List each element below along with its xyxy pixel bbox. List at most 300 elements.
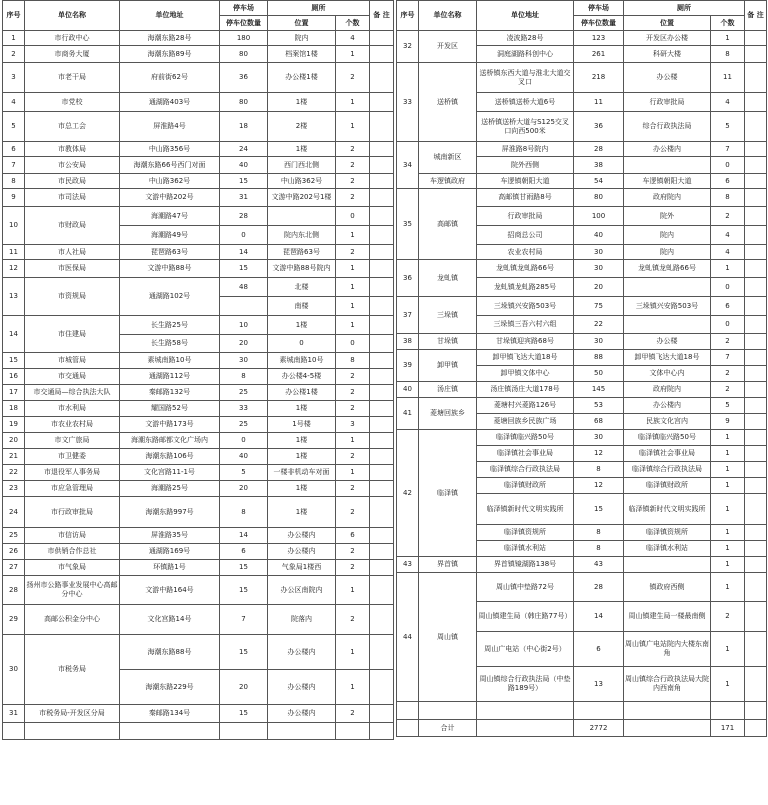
table-row [397, 174, 767, 189]
address-cell: 周山镇综合行政执法局（中垫路189号） [477, 667, 574, 702]
spaces-cell: 15 [220, 635, 268, 670]
spaces-cell: 38 [574, 157, 624, 174]
unit-cell: 市退役军人事务局 [25, 465, 120, 481]
count-cell: 5 [711, 398, 745, 414]
table-row [3, 189, 394, 207]
spaces-cell: 30 [574, 430, 624, 446]
address-cell: 通湖路169号 [120, 544, 220, 560]
address-cell: 环镇路1号 [120, 560, 220, 576]
spaces-cell: 25 [220, 385, 268, 401]
location-cell: 政府院内 [624, 382, 711, 398]
address-cell: 屏淮路4号 [120, 112, 220, 142]
remark-cell [370, 528, 394, 544]
count-cell: 1 [711, 430, 745, 446]
seq-cell: 23 [3, 481, 25, 497]
remark-cell [370, 260, 394, 278]
table-row [397, 260, 767, 278]
unit-cell: 市行政中心 [25, 31, 120, 46]
count-cell: 2 [336, 560, 370, 576]
address-cell [477, 720, 574, 737]
unit-cell [25, 723, 120, 740]
spaces-cell: 28 [574, 142, 624, 157]
count-cell: 0 [336, 207, 370, 226]
unit-cell: 市税务局-开发区分局 [25, 705, 120, 723]
unit-cell: 市行政审批局 [25, 497, 120, 528]
spaces-cell: 15 [220, 560, 268, 576]
count-cell: 2 [336, 401, 370, 417]
remark-cell [370, 481, 394, 497]
seq-cell: 16 [3, 369, 25, 385]
remark-cell [370, 157, 394, 174]
remark-cell [745, 462, 767, 478]
remark-cell [370, 635, 394, 670]
address-cell: 送桥镇送桥大道6号 [477, 93, 574, 112]
location-cell: 办公楼内 [268, 528, 336, 544]
unit-cell: 市财政局 [25, 207, 120, 245]
spaces-cell: 50 [574, 366, 624, 382]
remark-cell [370, 465, 394, 481]
table-row [397, 398, 767, 414]
location-cell: 临泽镇财政所 [624, 478, 711, 494]
header-remark: 备 注 [745, 1, 767, 31]
location-cell: 临泽镇社会事业局 [624, 446, 711, 462]
location-cell: 周山镇建生局一楼最南侧 [624, 602, 711, 632]
location-cell: 素城南路10号 [268, 353, 336, 369]
header-parking: 停车场 [574, 1, 624, 16]
spaces-cell: 30 [574, 245, 624, 260]
count-cell [711, 702, 745, 720]
count-cell: 2 [336, 157, 370, 174]
remark-cell [745, 366, 767, 382]
spaces-cell: 11 [574, 93, 624, 112]
table-row [3, 142, 394, 157]
seq-cell: 32 [397, 31, 419, 63]
table-row [3, 369, 394, 385]
spaces-cell: 100 [574, 207, 624, 226]
address-cell: 文化宫路14号 [120, 605, 220, 635]
remark-cell [370, 226, 394, 245]
location-cell [268, 723, 336, 740]
count-cell: 1 [711, 31, 745, 46]
count-cell: 8 [711, 189, 745, 207]
count-cell: 2 [336, 497, 370, 528]
spaces-cell: 43 [574, 557, 624, 573]
address-cell: 行政审批局 [477, 207, 574, 226]
table-row [397, 31, 767, 46]
count-cell: 8 [336, 353, 370, 369]
seq-cell: 28 [3, 576, 25, 605]
table-row [3, 112, 394, 142]
location-cell: 办公楼内 [268, 705, 336, 723]
count-cell: 1 [336, 576, 370, 605]
unit-cell: 市信访局 [25, 528, 120, 544]
remark-cell [745, 398, 767, 414]
unit-cell: 市税务局 [25, 635, 120, 705]
count-cell: 2 [336, 174, 370, 189]
table-row [3, 417, 394, 433]
spaces-cell: 14 [574, 602, 624, 632]
address-cell: 长生路25号 [120, 316, 220, 335]
location-cell: 办公楼内 [624, 398, 711, 414]
count-cell: 3 [336, 417, 370, 433]
address-cell: 临泽镇综合行政执法局 [477, 462, 574, 478]
remark-cell [370, 207, 394, 226]
seq-cell: 22 [3, 465, 25, 481]
table-row [397, 557, 767, 573]
unit-cell: 开发区 [419, 31, 477, 63]
seq-cell: 3 [3, 63, 25, 93]
count-cell: 4 [711, 226, 745, 245]
location-cell [624, 316, 711, 334]
seq-cell: 27 [3, 560, 25, 576]
address-cell: 海潮东路28号 [120, 31, 220, 46]
spaces-cell: 22 [574, 316, 624, 334]
location-cell: 气象局1楼西 [268, 560, 336, 576]
location-cell: 办公楼 [624, 63, 711, 93]
spaces-cell: 15 [220, 174, 268, 189]
count-cell: 1 [336, 112, 370, 142]
count-cell: 1 [711, 541, 745, 557]
address-cell: 通湖路102号 [120, 278, 220, 316]
address-cell: 洞庭湖路科创中心 [477, 46, 574, 63]
remark-cell [370, 605, 394, 635]
count-cell: 2 [711, 602, 745, 632]
address-cell: 屏淮路8号院内 [477, 142, 574, 157]
table-row [3, 544, 394, 560]
count-cell: 1 [336, 297, 370, 316]
spaces-cell: 36 [220, 63, 268, 93]
location-cell [624, 702, 711, 720]
address-cell: 秦邮路132号 [120, 385, 220, 401]
location-cell: 镇政府西侧 [624, 573, 711, 602]
spaces-cell [220, 297, 268, 316]
spaces-cell: 28 [220, 207, 268, 226]
remark-cell [370, 63, 394, 93]
unit-cell: 市应急管理局 [25, 481, 120, 497]
spaces-cell: 6 [574, 632, 624, 667]
location-cell: 三垛镇兴安路503号 [624, 297, 711, 316]
location-cell: 周山镇综合行政执法局大院内西南角 [624, 667, 711, 702]
location-cell: 卸甲镇飞达大道18号 [624, 350, 711, 366]
remark-cell [745, 334, 767, 350]
count-cell: 2 [336, 369, 370, 385]
address-cell: 卸甲镇飞达大道18号 [477, 350, 574, 366]
count-cell: 6 [711, 174, 745, 189]
seq-cell: 38 [397, 334, 419, 350]
table-row [3, 481, 394, 497]
seq-cell: 41 [397, 398, 419, 430]
table-row [397, 702, 767, 720]
remark-cell [745, 573, 767, 602]
spaces-cell: 180 [220, 31, 268, 46]
count-cell: 6 [711, 297, 745, 316]
address-cell: 界首镇镜湖路138号 [477, 557, 574, 573]
remark-cell [370, 385, 394, 401]
remark-cell [745, 63, 767, 93]
location-cell: 办公楼1楼 [268, 385, 336, 401]
location-cell [624, 278, 711, 297]
count-cell: 9 [711, 414, 745, 430]
address-cell: 海潮东路997号 [120, 497, 220, 528]
unit-cell: 市司法局 [25, 189, 120, 207]
remark-cell [370, 417, 394, 433]
spaces-cell: 75 [574, 297, 624, 316]
address-cell: 院外西侧 [477, 157, 574, 174]
count-cell: 7 [711, 350, 745, 366]
location-cell: 院落内 [268, 605, 336, 635]
total-count: 171 [711, 720, 745, 737]
count-cell: 1 [336, 226, 370, 245]
table-row [3, 63, 394, 93]
address-cell: 周山镇建生局（韩庄路77号） [477, 602, 574, 632]
spaces-cell: 30 [220, 353, 268, 369]
spaces-cell: 20 [220, 670, 268, 705]
spaces-cell: 12 [574, 446, 624, 462]
seq-cell [397, 720, 419, 737]
spaces-cell: 15 [220, 576, 268, 605]
address-cell: 临泽镇财政所 [477, 478, 574, 494]
count-cell: 0 [711, 278, 745, 297]
seq-cell: 42 [397, 430, 419, 557]
remark-cell [745, 189, 767, 207]
header-parking: 停车场 [220, 1, 268, 16]
location-cell: 院内 [624, 226, 711, 245]
location-cell [624, 720, 711, 737]
remark-cell [370, 174, 394, 189]
seq-cell: 25 [3, 528, 25, 544]
spaces-cell: 8 [574, 541, 624, 557]
location-cell: 1号楼 [268, 417, 336, 433]
seq-cell: 13 [3, 278, 25, 316]
spaces-cell: 40 [220, 157, 268, 174]
remark-cell [370, 401, 394, 417]
spaces-cell [574, 702, 624, 720]
seq-cell: 15 [3, 353, 25, 369]
count-cell: 0 [711, 157, 745, 174]
count-cell: 1 [711, 632, 745, 667]
parking-toilet-table-left [2, 0, 394, 740]
unit-cell: 市交通局 [25, 369, 120, 385]
remark-cell [370, 316, 394, 335]
address-cell: 中山路362号 [120, 174, 220, 189]
unit-cell: 市总工会 [25, 112, 120, 142]
remark-cell [370, 353, 394, 369]
remark-cell [370, 142, 394, 157]
location-cell [268, 207, 336, 226]
address-cell: 临泽镇新时代文明实践所 [477, 494, 574, 525]
seq-cell: 37 [397, 297, 419, 334]
remark-cell [370, 278, 394, 297]
location-cell: 政府院内 [624, 189, 711, 207]
address-cell: 周山广电站（中心街2号） [477, 632, 574, 667]
address-cell: 龙虬镇龙虬路285号 [477, 278, 574, 297]
location-cell: 临泽镇新时代文明实践所 [624, 494, 711, 525]
location-cell: 行政审批局 [624, 93, 711, 112]
table-row [3, 260, 394, 278]
address-cell: 文化宫路11-1号 [120, 465, 220, 481]
location-cell: 北楼 [268, 278, 336, 297]
remark-cell [745, 525, 767, 541]
table-row [3, 705, 394, 723]
unit-cell: 市教体局 [25, 142, 120, 157]
header-remark: 备 注 [370, 1, 394, 31]
unit-cell: 周山镇 [419, 573, 477, 702]
header-unit: 单位名称 [25, 1, 120, 31]
header-location: 位置 [268, 16, 336, 31]
count-cell: 6 [336, 528, 370, 544]
address-cell: 菱塘回族乡民族广场 [477, 414, 574, 430]
seq-cell: 20 [3, 433, 25, 449]
address-cell [120, 723, 220, 740]
location-cell: 1楼 [268, 433, 336, 449]
location-cell: 临泽镇资规所 [624, 525, 711, 541]
count-cell: 2 [336, 605, 370, 635]
remark-cell [745, 667, 767, 702]
unit-cell: 扬州市公路事业发展中心高邮分中心 [25, 576, 120, 605]
address-cell: 甘垛镇迎宾路68号 [477, 334, 574, 350]
location-cell: 西门西北侧 [268, 157, 336, 174]
seq-cell: 29 [3, 605, 25, 635]
address-cell: 卸甲镇文体中心 [477, 366, 574, 382]
address-cell: 农业农村局 [477, 245, 574, 260]
address-cell: 耀国路52号 [120, 401, 220, 417]
remark-cell [745, 297, 767, 316]
remark-cell [745, 632, 767, 667]
unit-cell: 市商务大厦 [25, 46, 120, 63]
address-cell: 送桥镇送桥大道与S125交叉口向西500米 [477, 112, 574, 142]
table-row [397, 382, 767, 398]
count-cell: 2 [336, 481, 370, 497]
seq-cell: 33 [397, 63, 419, 142]
table-row [397, 573, 767, 602]
count-cell: 1 [336, 260, 370, 278]
location-cell: 周山镇广电站院内大楼东南角 [624, 632, 711, 667]
address-cell: 秦邮路134号 [120, 705, 220, 723]
unit-cell: 三垛镇 [419, 297, 477, 334]
unit-cell: 高邮公积金分中心 [25, 605, 120, 635]
table-row [3, 576, 394, 605]
location-cell: 1楼 [268, 449, 336, 465]
address-cell: 海潮东路106号 [120, 449, 220, 465]
seq-cell: 4 [3, 93, 25, 112]
spaces-cell: 20 [220, 335, 268, 353]
location-cell: 临泽镇综合行政执法局 [624, 462, 711, 478]
header-seq: 序号 [3, 1, 25, 31]
table-row [397, 189, 767, 207]
address-cell: 周山镇中垫路72号 [477, 573, 574, 602]
table-row [3, 449, 394, 465]
table-row [3, 245, 394, 260]
remark-cell [370, 369, 394, 385]
seq-cell: 11 [3, 245, 25, 260]
address-cell: 屏淮路35号 [120, 528, 220, 544]
seq-cell: 35 [397, 189, 419, 260]
location-cell: 临泽镇临兴路50号 [624, 430, 711, 446]
table-row [3, 385, 394, 401]
location-cell: 办公楼1楼 [268, 63, 336, 93]
count-cell: 1 [711, 667, 745, 702]
remark-cell [745, 316, 767, 334]
unit-cell: 市党校 [25, 93, 120, 112]
location-cell: 办公楼4-5楼 [268, 369, 336, 385]
unit-cell: 高邮镇 [419, 189, 477, 260]
count-cell: 2 [336, 544, 370, 560]
remark-cell [745, 541, 767, 557]
location-cell: 1楼 [268, 316, 336, 335]
remark-cell [745, 226, 767, 245]
location-cell: 档案馆1楼 [268, 46, 336, 63]
address-cell: 文游中路202号 [120, 189, 220, 207]
parking-toilet-table-right [396, 0, 767, 737]
unit-cell: 菱塘回族乡 [419, 398, 477, 430]
table-row [3, 635, 394, 670]
location-cell: 一楼非机动车对面 [268, 465, 336, 481]
spaces-cell: 80 [220, 93, 268, 112]
spaces-cell: 261 [574, 46, 624, 63]
count-cell: 2 [711, 382, 745, 398]
unit-cell: 市城管局 [25, 353, 120, 369]
spaces-cell: 145 [574, 382, 624, 398]
spaces-cell: 40 [574, 226, 624, 245]
spaces-cell: 14 [220, 245, 268, 260]
address-cell: 长生路58号 [120, 335, 220, 353]
unit-cell: 卸甲镇 [419, 350, 477, 382]
location-cell: 文体中心内 [624, 366, 711, 382]
unit-cell: 市农业农村局 [25, 417, 120, 433]
count-cell: 1 [711, 525, 745, 541]
seq-cell: 9 [3, 189, 25, 207]
unit-cell: 市气象局 [25, 560, 120, 576]
address-cell: 文游中路173号 [120, 417, 220, 433]
location-cell: 民族文化宫内 [624, 414, 711, 430]
address-cell: 临泽镇资规所 [477, 525, 574, 541]
spaces-cell: 15 [220, 705, 268, 723]
table-row [3, 401, 394, 417]
count-cell: 1 [711, 446, 745, 462]
header-address: 单位地址 [120, 1, 220, 31]
remark-cell [745, 602, 767, 632]
seq-cell: 2 [3, 46, 25, 63]
unit-cell: 市医保局 [25, 260, 120, 278]
spaces-cell: 80 [220, 46, 268, 63]
count-cell: 1 [711, 462, 745, 478]
address-cell: 三垛镇兴安路503号 [477, 297, 574, 316]
count-cell: 2 [336, 63, 370, 93]
count-cell: 1 [336, 433, 370, 449]
spaces-cell: 28 [574, 573, 624, 602]
remark-cell [370, 189, 394, 207]
remark-cell [745, 720, 767, 737]
location-cell: 院内东北侧 [268, 226, 336, 245]
unit-cell: 市民政局 [25, 174, 120, 189]
unit-cell: 送桥镇 [419, 63, 477, 142]
remark-cell [745, 414, 767, 430]
remark-cell [745, 207, 767, 226]
address-cell: 临泽镇社会事业局 [477, 446, 574, 462]
spaces-cell: 0 [220, 226, 268, 245]
remark-cell [745, 382, 767, 398]
address-cell: 三垛镇三吾六村六组 [477, 316, 574, 334]
table-row [3, 353, 394, 369]
table-row [397, 63, 767, 93]
address-cell: 海潮路25号 [120, 481, 220, 497]
count-cell [336, 723, 370, 740]
count-cell: 1 [336, 635, 370, 670]
remark-cell [370, 335, 394, 353]
remark-cell [745, 174, 767, 189]
location-cell: 院内 [624, 245, 711, 260]
total-spaces: 2772 [574, 720, 624, 737]
